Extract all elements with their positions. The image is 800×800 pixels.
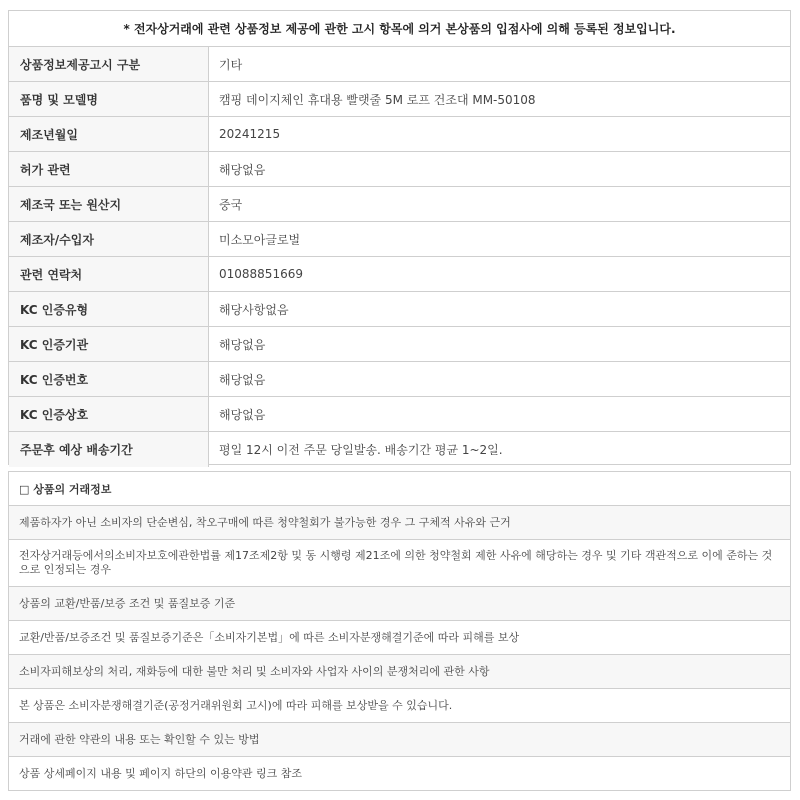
notice-row-label: 상품정보제공고시 구분 <box>9 47 209 81</box>
notice-rows <box>9 47 790 467</box>
notice-row <box>9 327 790 362</box>
notice-row-value: 해당사항없음 <box>219 302 289 317</box>
notice-row-label: 주문후 예상 배송기간 <box>9 432 209 467</box>
notice-row-label: KC 인증기관 <box>9 327 209 361</box>
notice-row <box>9 292 790 327</box>
trade-question-row: 거래에 관한 약관의 내용 또는 확인할 수 있는 방법 <box>9 723 790 757</box>
trade-question-row: 제품하자가 아닌 소비자의 단순변심, 착오구매에 따른 청약철회가 불가능한 경우 그 구체적 사유와 근거 <box>9 506 790 540</box>
notice-row <box>9 432 790 467</box>
notice-row <box>9 222 790 257</box>
trade-rows <box>9 506 790 791</box>
notice-row <box>9 117 790 152</box>
notice-row-value: 중국 <box>219 197 243 212</box>
notice-header: * 전자상거래에 관련 상품정보 제공에 관한 고시 항목에 의거 본상품의 입점사에 의해 등록된 정보입니다. <box>9 11 790 47</box>
notice-row-label: 제조년월일 <box>9 117 209 151</box>
trade-question-row: 상품의 교환/반품/보증 조건 및 품질보증 기준 <box>9 587 790 621</box>
notice-row-label: 제조자/수입자 <box>9 222 209 256</box>
notice-row-value: 기타 <box>219 57 243 72</box>
notice-row-label: 허가 관련 <box>9 152 209 186</box>
notice-row-label: 제조국 또는 원산지 <box>9 187 209 221</box>
notice-row <box>9 257 790 292</box>
notice-row <box>9 397 790 432</box>
notice-row-label: KC 인증번호 <box>9 362 209 396</box>
notice-row-value: 해당없음 <box>219 372 266 387</box>
notice-row-value: 미소모아글로벌 <box>219 232 301 247</box>
trade-answer-row: 상품 상세페이지 내용 및 페이지 하단의 이용약관 링크 참조 <box>19 767 302 780</box>
notice-row <box>9 187 790 222</box>
trade-answer-row: 전자상거래등에서의소비자보호에관한법률 제17조제2항 및 동 시행령 제21조에 의한 청약철회 제한 사유에 해당하는 경우 및 기타 객관적으로 이에 준하는 것으로 인정되는 경우 <box>9 540 790 587</box>
notice-row-value: 01088851669 <box>219 267 303 281</box>
notice-row-value: 해당없음 <box>219 337 266 352</box>
notice-row-value: 해당없음 <box>219 162 266 177</box>
trade-question-row: 소비자피해보상의 처리, 재화등에 대한 불만 처리 및 소비자와 사업자 사이의 분쟁처리에 관한 사항 <box>9 655 790 689</box>
notice-row <box>9 82 790 117</box>
notice-row <box>9 362 790 397</box>
notice-row-label: 관련 연락처 <box>9 257 209 291</box>
notice-row-value: 캠핑 데이지체인 휴대용 빨랫줄 5M 로프 건조대 MM-50108 <box>219 92 536 107</box>
notice-row <box>9 47 790 82</box>
trade-info-table <box>8 471 791 791</box>
notice-row-value: 해당없음 <box>219 407 266 422</box>
notice-row-value: 20241215 <box>219 127 281 141</box>
notice-row-value: 평일 12시 이전 주문 당일발송. 배송기간 평균 1~2일. <box>219 443 503 457</box>
notice-row-label: KC 인증유형 <box>9 292 209 326</box>
trade-info-header: □ 상품의 거래정보 <box>9 472 790 506</box>
trade-answer-row: 본 상품은 소비자분쟁해결기준(공정거래위원회 고시)에 따라 피해를 보상받을 수 있습니다. <box>9 689 790 723</box>
notice-row-label: 품명 및 모델명 <box>9 82 209 116</box>
trade-answer-row: 교환/반품/보증조건 및 품질보증기준은「소비자기본법」에 따른 소비자분쟁해결기준에 따라 피해를 보상 <box>9 621 790 655</box>
notice-row <box>9 152 790 187</box>
product-notice-table <box>8 10 791 465</box>
notice-row-label: KC 인증상호 <box>9 397 209 431</box>
